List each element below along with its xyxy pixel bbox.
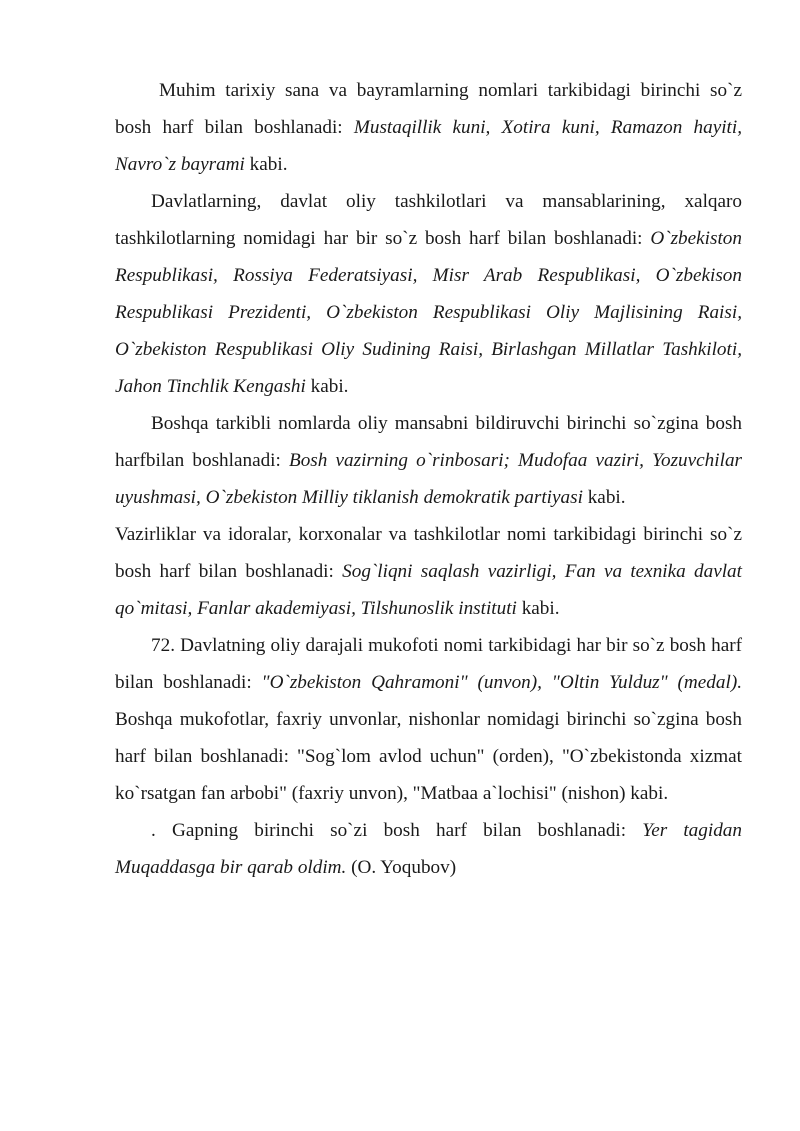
paragraph-sentence-start [115,812,742,886]
paragraph-ministries [115,516,742,627]
paragraph-holidays [115,72,742,183]
text-run-italic: Mustaqillik kuni, Xotira kuni, Ramazon hayiti, Navro`z bayrami [115,117,743,175]
text-run: (O. Yoqubov) [346,857,457,878]
paragraph-states [115,183,742,405]
text-run: . Gapning birinchi so`zi bosh harf bilan boshlanadi: [151,820,643,841]
text-run: Muhim tarixiy sana va bayramlarning nomlari tarkibidagi birinchi so`z bosh harf bilan boshlanadi: [115,80,742,138]
text-run: kabi. [582,487,626,508]
text-run: 72. Davlatning oliy darajali mukofoti nomi tarkibidagi har bir so`z bosh harf bilan boshlanadi: [115,635,742,693]
text-run-italic: Bosh vazirning o`rinbosari; Mudofaa vaziri, Yozuvchilar uyushmasi, O`zbekiston Milliy tiklanish demokratik partiyasi [115,450,743,508]
text-run-italic: Sog`liqni saqlash vazirligi, Fan va texnika davlat qo`mitasi, Fanlar akademiyasi, Tilshunoslik instituti [115,561,742,619]
text-run: kabi. [305,376,349,397]
text-run-italic: O`zbekiston Respublikasi, Rossiya Federatsiyasi, Misr Arab Respublikasi, O`zbekison Respublikasi Prezidenti, O`zbekiston Respublikasi Oliy Majlisining Raisi, O`zbekiston Respublikasi Oliy Sudining Raisi, Birlashgan Millatlar Tashkiloti, Jahon Tinchlik Kengashi [115,228,742,397]
text-run: kabi. [516,598,560,619]
text-run: Boshqa tarkibli nomlarda oliy mansabni bildiruvchi birinchi so`zgina bosh harfbilan boshlanadi: [115,413,742,471]
text-run-italic: Yer tagidan Muqaddasga bir qarab oldim. [115,820,742,878]
paragraph-awards [115,627,742,812]
text-run-italic: "O`zbekiston Qahramoni" (unvon), "Oltin Yulduz" (medal). [261,672,743,693]
text-run: Davlatlarning, davlat oliy tashkilotlari va mansablarining, xalqaro tashkilotlarning nomidagi har bir so`z bosh harf bilan boshlanadi: [115,191,742,249]
paragraph-positions [115,405,742,516]
text-run: Boshqa mukofotlar, faxriy unvonlar, nishonlar nomidagi birinchi so`zgina bosh harf bilan boshlanadi: "Sog`lom avlod uchun" (orden), "O`zbekistonda xizmat ko`rsatgan fan arbobi" (faxriy unvon), "Matbaa a`lochisi" (nishon) kabi. [115,709,742,804]
document-page [115,72,742,886]
text-run: kabi. [244,154,288,175]
text-run: Vazirliklar va idoralar, korxonalar va tashkilotlar nomi tarkibidagi birinchi so`z bosh harf bilan boshlanadi: [115,524,742,582]
